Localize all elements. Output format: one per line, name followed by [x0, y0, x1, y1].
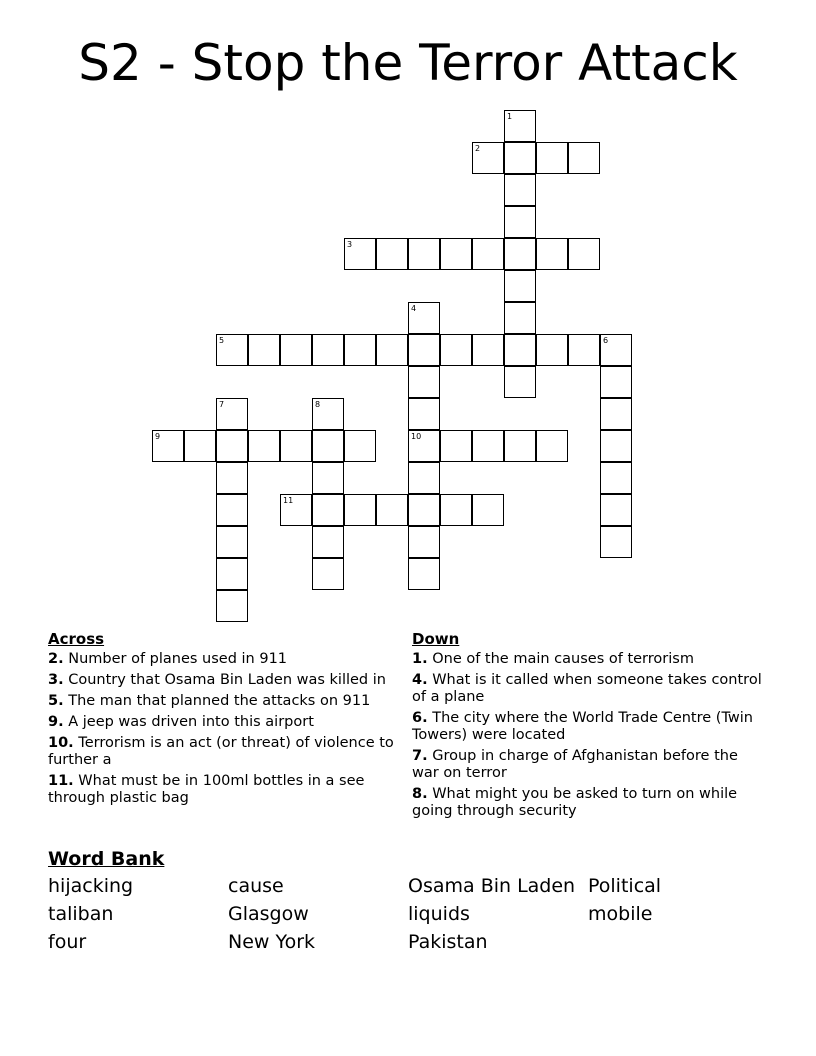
clue-number: 9	[155, 432, 161, 441]
grid-cell[interactable]	[600, 334, 632, 366]
grid-cell[interactable]	[312, 526, 344, 558]
grid-cell[interactable]	[280, 494, 312, 526]
grid-cell[interactable]	[376, 238, 408, 270]
grid-cell[interactable]	[504, 206, 536, 238]
clue-number: 4	[411, 304, 417, 313]
grid-cell[interactable]	[472, 494, 504, 526]
grid-cell[interactable]	[216, 526, 248, 558]
grid-cell[interactable]	[408, 558, 440, 590]
grid-cell[interactable]	[248, 430, 280, 462]
grid-cell[interactable]	[536, 334, 568, 366]
clue-number: 8	[315, 400, 321, 409]
across-clue	[48, 651, 400, 668]
grid-cell[interactable]	[408, 238, 440, 270]
clue-number: 5.	[48, 693, 64, 709]
word-bank-item: cause	[228, 875, 284, 897]
grid-cell[interactable]	[440, 430, 472, 462]
clue-number: 2.	[48, 651, 64, 667]
word-bank-item: Pakistan	[408, 931, 488, 953]
grid-cell[interactable]	[216, 430, 248, 462]
grid-cell[interactable]	[568, 334, 600, 366]
page-title: S2 - Stop the Terror Attack	[78, 34, 738, 92]
grid-cell[interactable]	[248, 334, 280, 366]
down-clue	[412, 710, 764, 744]
across-heading: Across	[48, 630, 105, 648]
clue-number: 7	[219, 400, 225, 409]
grid-cell[interactable]	[216, 494, 248, 526]
grid-cell[interactable]	[216, 462, 248, 494]
grid-cell[interactable]	[472, 430, 504, 462]
grid-cell[interactable]	[440, 494, 472, 526]
down-heading: Down	[412, 630, 460, 648]
grid-cell[interactable]	[216, 334, 248, 366]
grid-cell[interactable]	[600, 526, 632, 558]
grid-cell[interactable]	[600, 366, 632, 398]
word-bank-item: Political	[588, 875, 662, 897]
grid-cell[interactable]	[536, 142, 568, 174]
grid-cell[interactable]	[600, 398, 632, 430]
grid-cell[interactable]	[408, 366, 440, 398]
word-bank-item: Osama Bin Laden	[408, 875, 576, 897]
grid-cell[interactable]	[344, 430, 376, 462]
grid-cell[interactable]	[184, 430, 216, 462]
clue-number: 1.	[412, 651, 428, 667]
clue-number: 4.	[412, 672, 428, 688]
grid-cell[interactable]	[344, 494, 376, 526]
across-clue	[48, 672, 400, 689]
clue-number: 6.	[412, 710, 428, 726]
grid-cell[interactable]	[312, 398, 344, 430]
grid-cell[interactable]	[504, 174, 536, 206]
clue-text: The man that planned the attacks on 911	[63, 693, 371, 709]
across-clue	[48, 693, 400, 710]
clue-number: 8.	[412, 786, 428, 802]
grid-cell[interactable]	[280, 430, 312, 462]
grid-cell[interactable]	[504, 302, 536, 334]
grid-cell[interactable]	[408, 430, 440, 462]
grid-cell[interactable]	[312, 462, 344, 494]
grid-cell[interactable]	[568, 142, 600, 174]
grid-cell[interactable]	[408, 398, 440, 430]
word-bank-item: New York	[228, 931, 316, 953]
grid-cell[interactable]	[216, 398, 248, 430]
grid-cell[interactable]	[504, 142, 536, 174]
grid-cell[interactable]	[504, 110, 536, 142]
grid-cell[interactable]	[568, 238, 600, 270]
grid-cell[interactable]	[408, 526, 440, 558]
down-clue-list	[412, 651, 764, 824]
clue-number: 11.	[48, 773, 74, 789]
clue-text: What might you be asked to turn on while going through security	[412, 786, 738, 819]
clue-text: What is it called when someone takes control of a plane	[412, 672, 762, 705]
clue-number: 1	[507, 112, 513, 121]
grid-cell[interactable]	[280, 334, 312, 366]
clue-number: 11	[283, 496, 294, 505]
word-bank-item: four	[48, 931, 87, 953]
clue-text: A jeep was driven into this airport	[63, 714, 314, 730]
grid-cell[interactable]	[504, 430, 536, 462]
word-bank-item: taliban	[48, 903, 114, 925]
clue-text: Terrorism is an act (or threat) of violence to further a	[48, 735, 394, 768]
clue-number: 6	[603, 336, 609, 345]
clue-text: The city where the World Trade Centre (Twin Towers) were located	[412, 710, 753, 743]
across-clue	[48, 714, 400, 731]
down-clue	[412, 786, 764, 820]
clue-number: 9.	[48, 714, 64, 730]
grid-cell[interactable]	[504, 366, 536, 398]
grid-cell[interactable]	[152, 430, 184, 462]
across-clue	[48, 773, 400, 807]
grid-cell[interactable]	[504, 270, 536, 302]
grid-cell[interactable]	[376, 334, 408, 366]
grid-cell[interactable]	[440, 238, 472, 270]
grid-cell[interactable]	[472, 238, 504, 270]
grid-cell[interactable]	[504, 334, 536, 366]
grid-cell[interactable]	[408, 494, 440, 526]
clue-number: 10	[411, 432, 422, 441]
grid-cell[interactable]	[536, 430, 568, 462]
clue-text: One of the main causes of terrorism	[427, 651, 694, 667]
word-bank-item: liquids	[408, 903, 470, 925]
grid-cell[interactable]	[440, 334, 472, 366]
down-clue	[412, 748, 764, 782]
clue-number: 2	[475, 144, 481, 153]
grid-cell[interactable]	[536, 238, 568, 270]
grid-cell[interactable]	[408, 302, 440, 334]
clue-number: 3	[347, 240, 353, 249]
clue-text: Country that Osama Bin Laden was killed in	[63, 672, 386, 688]
clue-number: 3.	[48, 672, 64, 688]
across-clue	[48, 735, 400, 769]
grid-cell[interactable]	[472, 142, 504, 174]
clue-text: Number of planes used in 911	[63, 651, 288, 667]
grid-cell[interactable]	[312, 430, 344, 462]
grid-cell[interactable]	[312, 558, 344, 590]
grid-cell[interactable]	[344, 334, 376, 366]
grid-cell[interactable]	[472, 334, 504, 366]
grid-cell[interactable]	[408, 462, 440, 494]
grid-cell[interactable]	[344, 238, 376, 270]
word-bank-item: Glasgow	[228, 903, 309, 925]
clue-number: 7.	[412, 748, 428, 764]
word-bank-item: mobile	[588, 903, 653, 925]
grid-cell[interactable]	[600, 430, 632, 462]
clue-number: 5	[219, 336, 225, 345]
grid-cell[interactable]	[216, 558, 248, 590]
clue-text: What must be in 100ml bottles in a see through plastic bag	[48, 773, 365, 806]
clue-number: 10.	[48, 735, 74, 751]
grid-cell[interactable]	[600, 462, 632, 494]
across-clue-list	[48, 651, 400, 811]
down-clue	[412, 651, 764, 668]
grid-cell[interactable]	[376, 494, 408, 526]
grid-cell[interactable]	[312, 494, 344, 526]
grid-cell[interactable]	[216, 590, 248, 622]
down-clue	[412, 672, 764, 706]
word-bank-item: hijacking	[48, 875, 134, 897]
grid-cell[interactable]	[312, 334, 344, 366]
clue-text: Group in charge of Afghanistan before the war on terror	[412, 748, 738, 781]
grid-cell[interactable]	[600, 494, 632, 526]
grid-cell[interactable]	[408, 334, 440, 366]
grid-cell[interactable]	[504, 238, 536, 270]
word-bank-heading: Word Bank	[48, 848, 165, 870]
